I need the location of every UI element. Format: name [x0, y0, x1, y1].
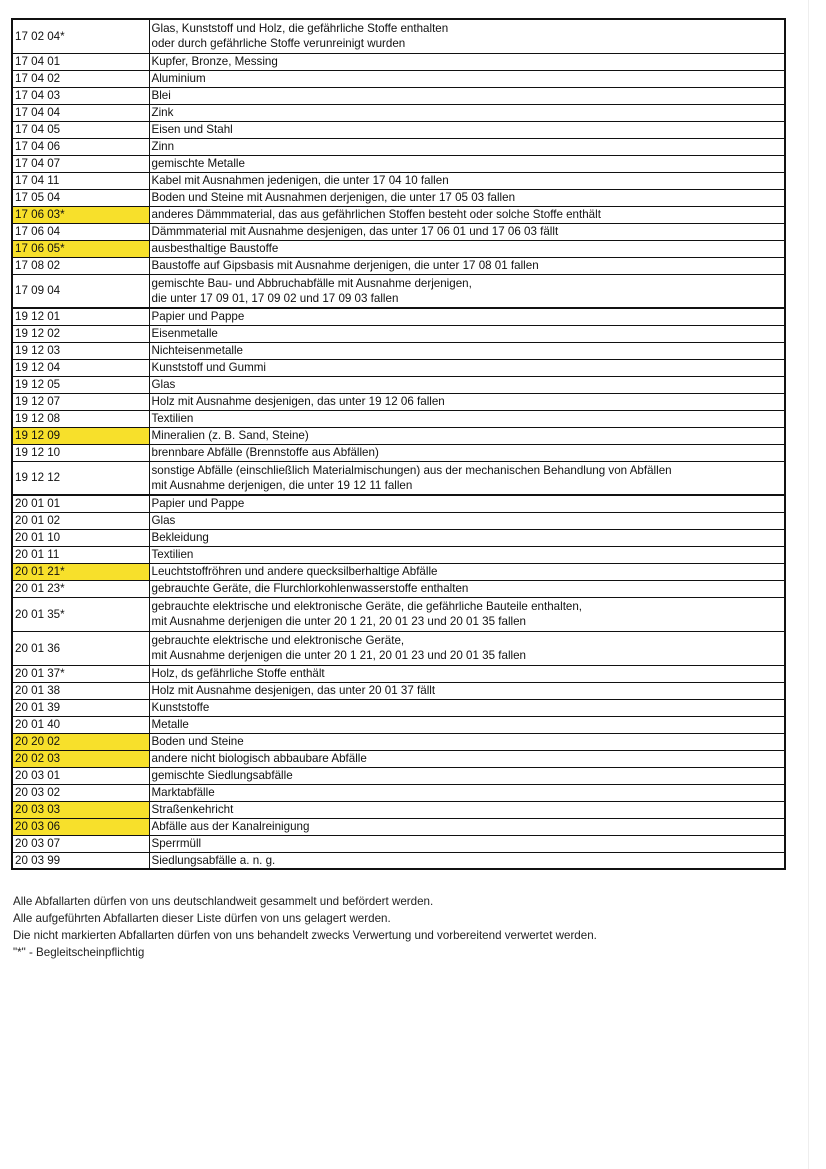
- waste-description-cell: [149, 172, 785, 189]
- description-line: Textilien: [151, 412, 194, 425]
- description-line: mit Ausnahme derjenigen, die unter 19 12 11 fallen: [151, 478, 413, 492]
- waste-description-cell: [149, 631, 785, 665]
- waste-description-cell: [149, 529, 785, 546]
- table-row: [12, 512, 785, 529]
- waste-code-cell: 20 03 06: [12, 818, 149, 835]
- description-line: Eisenmetalle: [151, 327, 218, 340]
- footer-line-collect: Alle Abfallarten dürfen von uns deutschlandweit gesammelt und befördert werden.: [13, 895, 434, 908]
- description-line: gemischte Metalle: [151, 157, 245, 170]
- waste-code-cell: 19 12 04: [12, 359, 149, 376]
- footer-line-treat: Die nicht markierten Abfallarten dürfen von uns behandelt zwecks Verwertung und vorbereitend verwertet werden.: [13, 929, 597, 942]
- footer-line-store: Alle aufgeführten Abfallarten dieser Liste dürfen von uns gelagert werden.: [13, 912, 391, 925]
- table-body: [12, 19, 785, 869]
- table-row: [12, 529, 785, 546]
- waste-description-cell: [149, 563, 785, 580]
- waste-description-cell: [149, 359, 785, 376]
- waste-description-cell: [149, 495, 785, 512]
- description-line: gebrauchte Geräte, die Flurchlorkohlenwasserstoffe enthalten: [151, 582, 469, 595]
- waste-code-cell: 17 04 07: [12, 155, 149, 172]
- description-line: Zink: [151, 106, 174, 119]
- waste-code-cell: 19 12 09: [12, 427, 149, 444]
- table-row: [12, 206, 785, 223]
- waste-description-cell: [149, 274, 785, 308]
- table-row: [12, 70, 785, 87]
- waste-code-cell: 19 12 10: [12, 444, 149, 461]
- waste-code-cell: 19 12 07: [12, 393, 149, 410]
- waste-code-cell: 20 01 38: [12, 682, 149, 699]
- table-row: [12, 444, 785, 461]
- table-row: [12, 325, 785, 342]
- description-line: Kunststoff und Gummi: [151, 361, 266, 374]
- waste-description-cell: [149, 138, 785, 155]
- waste-code-cell: 20 02 03: [12, 750, 149, 767]
- waste-description-cell: [149, 546, 785, 563]
- waste-code-cell: 20 03 01: [12, 767, 149, 784]
- table-row: [12, 818, 785, 835]
- table-row: [12, 801, 785, 818]
- description-line: Abfälle aus der Kanalreinigung: [151, 820, 310, 833]
- waste-description-cell: [149, 597, 785, 631]
- waste-code-cell: 17 04 05: [12, 121, 149, 138]
- description-line: Kupfer, Bronze, Messing: [151, 55, 278, 68]
- waste-description-cell: [149, 257, 785, 274]
- table-row: [12, 767, 785, 784]
- description-line: brennbare Abfälle (Brennstoffe aus Abfällen): [151, 446, 379, 459]
- waste-code-cell: 17 09 04: [12, 274, 149, 308]
- waste-description-cell: [149, 87, 785, 104]
- table-row: [12, 359, 785, 376]
- table-row: [12, 750, 785, 767]
- waste-description-cell: [149, 104, 785, 121]
- description-line: Boden und Steine mit Ausnahmen derjenigen, die unter 17 05 03 fallen: [151, 191, 516, 204]
- waste-description-cell: [149, 427, 785, 444]
- waste-description-cell: [149, 699, 785, 716]
- table-row: [12, 19, 785, 53]
- description-line: Leuchtstoffröhren und andere quecksilberhaltige Abfälle: [151, 565, 438, 578]
- waste-code-cell: 20 01 37*: [12, 665, 149, 682]
- description-line: Papier und Pappe: [151, 497, 245, 511]
- table-row: [12, 53, 785, 70]
- waste-code-cell: 20 01 39: [12, 699, 149, 716]
- description-line: Siedlungsabfälle a. n. g.: [151, 853, 276, 867]
- waste-description-cell: [149, 461, 785, 495]
- description-line: Glas, Kunststoff und Holz, die gefährliche Stoffe enthalten: [151, 22, 449, 36]
- waste-description-cell: [149, 223, 785, 240]
- waste-description-cell: [149, 835, 785, 852]
- waste-code-cell: 19 12 12: [12, 461, 149, 495]
- waste-code-cell: 20 01 10: [12, 529, 149, 546]
- waste-description-cell: [149, 240, 785, 257]
- waste-code-cell: 17 05 04: [12, 189, 149, 206]
- description-line: sonstige Abfälle (einschließlich Materialmischungen) aus der mechanischen Behandlung von Abfällen: [151, 463, 672, 477]
- page-edge-line: [808, 0, 809, 1169]
- waste-code-cell: 20 01 01: [12, 495, 149, 512]
- waste-description-cell: [149, 410, 785, 427]
- table-row: [12, 393, 785, 410]
- waste-description-cell: [149, 206, 785, 223]
- waste-code-cell: 20 03 99: [12, 852, 149, 869]
- table-row: [12, 563, 785, 580]
- waste-description-cell: [149, 767, 785, 784]
- table-row: [12, 257, 785, 274]
- waste-code-cell: 17 02 04*: [12, 19, 149, 53]
- table-row: [12, 427, 785, 444]
- waste-code-cell: 17 04 03: [12, 87, 149, 104]
- waste-description-cell: [149, 801, 785, 818]
- table-row: [12, 274, 785, 308]
- waste-code-cell: 20 03 07: [12, 835, 149, 852]
- description-line: ausbesthaltige Baustoffe: [151, 242, 279, 255]
- description-line: Baustoffe auf Gipsbasis mit Ausnahme derjenigen, die unter 17 08 01 fallen: [151, 259, 539, 272]
- waste-code-cell: 20 01 36: [12, 631, 149, 665]
- waste-description-cell: [149, 444, 785, 461]
- waste-code-cell: 20 20 02: [12, 733, 149, 750]
- description-line: Glas: [151, 514, 176, 527]
- waste-code-cell: 20 01 21*: [12, 563, 149, 580]
- table-row: [12, 580, 785, 597]
- description-line: gebrauchte elektrische und elektronische Geräte,: [151, 634, 405, 647]
- waste-code-cell: 17 04 06: [12, 138, 149, 155]
- waste-description-cell: [149, 512, 785, 529]
- waste-code-cell: 20 01 40: [12, 716, 149, 733]
- description-line: Nichteisenmetalle: [151, 344, 244, 357]
- table-row: [12, 716, 785, 733]
- description-line: Straßenkehricht: [151, 803, 234, 816]
- table-row: [12, 376, 785, 393]
- waste-description-cell: [149, 308, 785, 325]
- table-row: [12, 240, 785, 257]
- waste-description-cell: [149, 19, 785, 53]
- table-row: [12, 87, 785, 104]
- table-row: [12, 699, 785, 716]
- description-line: Dämmmaterial mit Ausnahme desjenigen, das unter 17 06 01 und 17 06 03 fällt: [151, 225, 559, 238]
- waste-description-cell: [149, 342, 785, 359]
- table-row: [12, 189, 785, 206]
- waste-code-cell: 17 04 11: [12, 172, 149, 189]
- description-line: gebrauchte elektrische und elektronische Geräte, die gefährliche Bauteile enthalten,: [151, 600, 583, 613]
- waste-description-cell: [149, 70, 785, 87]
- description-line: Blei: [151, 89, 171, 102]
- description-line: Boden und Steine: [151, 735, 244, 748]
- table-row: [12, 665, 785, 682]
- description-line: anderes Dämmmaterial, das aus gefährlichen Stoffen besteht oder solche Stoffe enthält: [151, 208, 601, 221]
- description-line: Mineralien (z. B. Sand, Steine): [151, 429, 309, 442]
- description-line: Glas: [151, 378, 176, 391]
- description-line: Holz, ds gefährliche Stoffe enthält: [151, 667, 325, 680]
- description-line: Holz mit Ausnahme desjenigen, das unter 20 01 37 fällt: [151, 684, 436, 697]
- waste-description-cell: [149, 733, 785, 750]
- description-line: Aluminium: [151, 72, 206, 85]
- table-row: [12, 410, 785, 427]
- table-row: [12, 155, 785, 172]
- table-row: [12, 495, 785, 512]
- waste-code-cell: 19 12 01: [12, 308, 149, 325]
- waste-code-cell: 19 12 02: [12, 325, 149, 342]
- table-row: [12, 104, 785, 121]
- table-row: [12, 461, 785, 495]
- waste-description-cell: [149, 852, 785, 869]
- waste-code-cell: 19 12 08: [12, 410, 149, 427]
- table-row: [12, 733, 785, 750]
- waste-code-table: [11, 18, 786, 870]
- waste-description-cell: [149, 376, 785, 393]
- waste-description-cell: [149, 818, 785, 835]
- description-line: Metalle: [151, 718, 189, 731]
- waste-code-cell: 19 12 03: [12, 342, 149, 359]
- description-line: mit Ausnahme derjenigen die unter 20 1 21, 20 01 23 und 20 01 35 fallen: [151, 615, 526, 628]
- table-row: [12, 121, 785, 138]
- waste-code-cell: 17 06 04: [12, 223, 149, 240]
- waste-code-cell: 20 03 02: [12, 784, 149, 801]
- table-row: [12, 784, 785, 801]
- description-line: gemischte Bau- und Abbruchabfälle mit Ausnahme derjenigen,: [151, 276, 472, 290]
- waste-code-cell: 20 01 02: [12, 512, 149, 529]
- waste-code-cell: 17 04 02: [12, 70, 149, 87]
- table-row: [12, 223, 785, 240]
- waste-description-cell: [149, 682, 785, 699]
- table-row: [12, 172, 785, 189]
- description-line: Textilien: [151, 548, 194, 561]
- waste-code-cell: 17 04 04: [12, 104, 149, 121]
- waste-code-cell: 19 12 05: [12, 376, 149, 393]
- waste-code-cell: 17 04 01: [12, 53, 149, 70]
- description-line: Sperrmüll: [151, 837, 202, 850]
- waste-code-cell: 20 03 03: [12, 801, 149, 818]
- description-line: Bekleidung: [151, 531, 209, 544]
- description-line: Kunststoffe: [151, 701, 210, 714]
- footer-notes: [13, 893, 803, 961]
- description-line: Kabel mit Ausnahmen jedenigen, die unter 17 04 10 fallen: [151, 174, 449, 187]
- waste-description-cell: [149, 665, 785, 682]
- table-row: [12, 631, 785, 665]
- table-row: [12, 138, 785, 155]
- table-row: [12, 852, 785, 869]
- waste-description-cell: [149, 784, 785, 801]
- waste-description-cell: [149, 53, 785, 70]
- table-row: [12, 597, 785, 631]
- description-line: andere nicht biologisch abbaubare Abfälle: [151, 752, 367, 765]
- waste-description-cell: [149, 716, 785, 733]
- description-line: mit Ausnahme derjenigen die unter 20 1 21, 20 01 23 und 20 01 35 fallen: [151, 649, 526, 662]
- table-row: [12, 835, 785, 852]
- waste-description-cell: [149, 580, 785, 597]
- footer-line-legend: "*" - Begleitscheinpflichtig: [13, 946, 145, 959]
- waste-code-cell: 20 01 11: [12, 546, 149, 563]
- description-line: Eisen und Stahl: [151, 123, 233, 136]
- waste-description-cell: [149, 325, 785, 342]
- description-line: gemischte Siedlungsabfälle: [151, 769, 293, 782]
- description-line: die unter 17 09 01, 17 09 02 und 17 09 03 fallen: [151, 291, 399, 305]
- description-line: Holz mit Ausnahme desjenigen, das unter 19 12 06 fallen: [151, 395, 445, 408]
- waste-description-cell: [149, 393, 785, 410]
- table-row: [12, 546, 785, 563]
- waste-description-cell: [149, 155, 785, 172]
- table-row: [12, 342, 785, 359]
- waste-code-cell: 20 01 35*: [12, 597, 149, 631]
- waste-code-cell: 17 06 05*: [12, 240, 149, 257]
- waste-description-cell: [149, 121, 785, 138]
- waste-code-cell: 20 01 23*: [12, 580, 149, 597]
- description-line: oder durch gefährliche Stoffe verunreinigt wurden: [151, 37, 406, 51]
- description-line: Papier und Pappe: [151, 310, 245, 324]
- description-line: Marktabfälle: [151, 786, 215, 799]
- table-row: [12, 682, 785, 699]
- waste-description-cell: [149, 189, 785, 206]
- table-row: [12, 308, 785, 325]
- description-line: Zinn: [151, 140, 175, 153]
- waste-code-cell: 17 06 03*: [12, 206, 149, 223]
- waste-code-cell: 17 08 02: [12, 257, 149, 274]
- waste-description-cell: [149, 750, 785, 767]
